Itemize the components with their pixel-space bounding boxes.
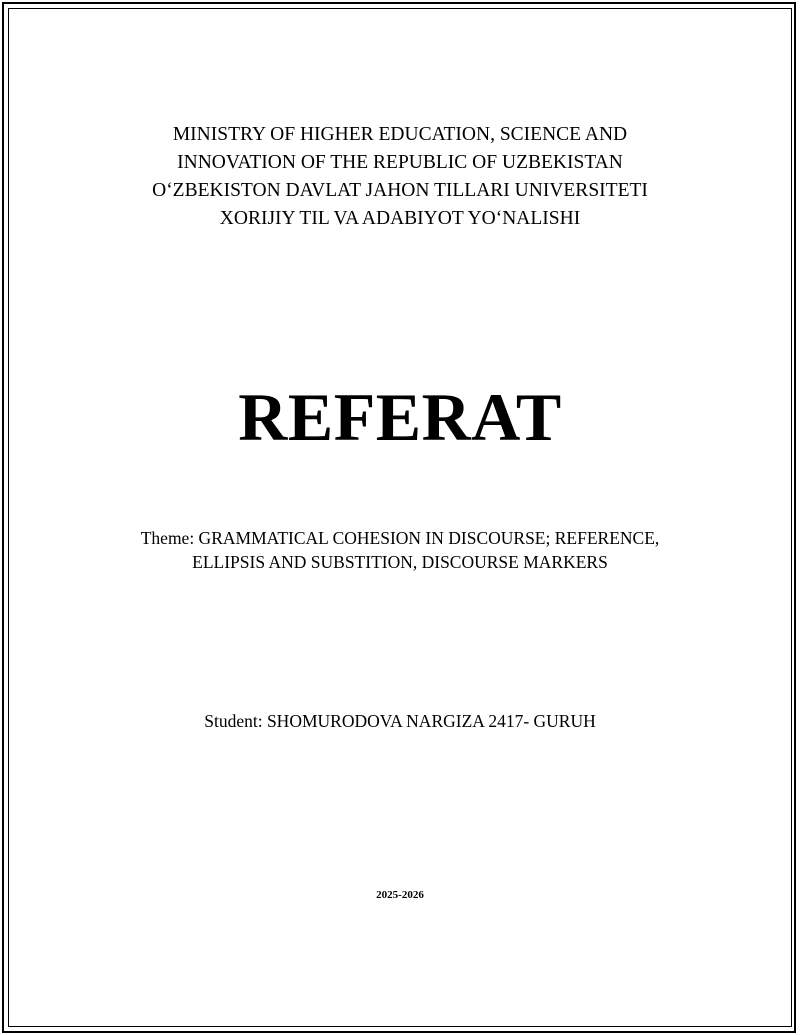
header-line: MINISTRY OF HIGHER EDUCATION, SCIENCE AND: [172, 124, 628, 145]
student-info: Student: SHOMURODOVA NARGIZA 2417- GURUH: [204, 711, 596, 731]
academic-year: 2025-2026: [376, 889, 424, 901]
header-line: XORIJIY TIL VA ADABIYOT YO‘NALISHI: [219, 208, 581, 229]
header-line: INNOVATION OF THE REPUBLIC OF UZBEKISTAN: [177, 152, 623, 173]
institution-header: [0, 121, 800, 233]
theme-line: Theme: GRAMMATICAL COHESION IN DISCOURSE; REFERENCE,: [140, 528, 660, 548]
theme-line: ELLIPSIS AND SUBSTITION, DISCOURSE MARKERS: [192, 552, 608, 572]
theme-text: [0, 526, 800, 574]
document-title: REFERAT: [238, 379, 562, 455]
header-line: O‘ZBEKISTON DAVLAT JAHON TILLARI UNIVERSITETI: [152, 180, 648, 201]
